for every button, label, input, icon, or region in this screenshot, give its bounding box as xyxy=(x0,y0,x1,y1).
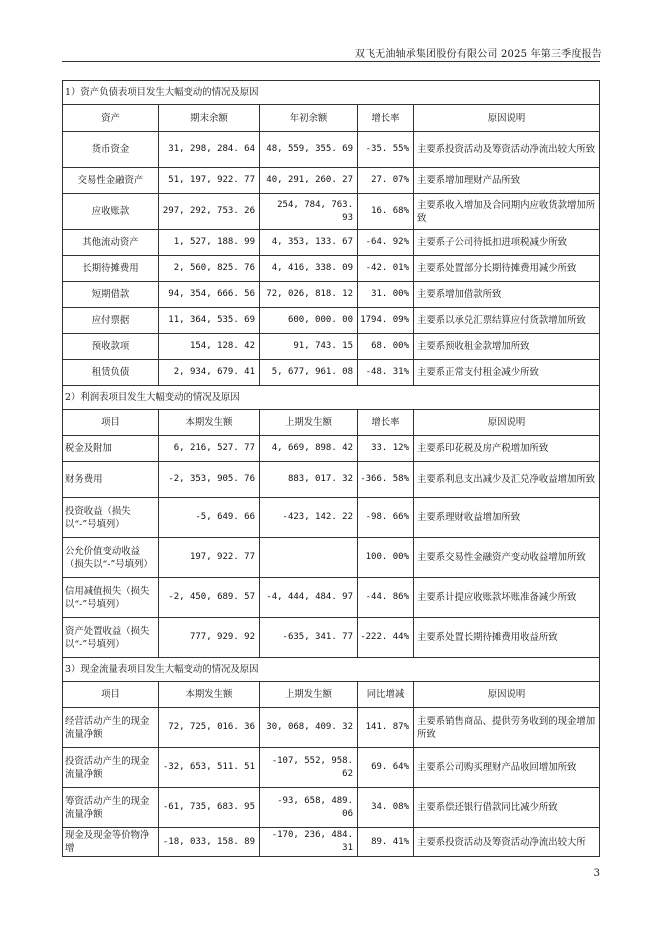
rate-cell: 31. 00% xyxy=(358,282,414,308)
value-cell: -61, 735, 683. 95 xyxy=(159,788,260,828)
rate-cell: 34. 08% xyxy=(358,788,414,828)
value-cell: 4, 416, 338. 09 xyxy=(260,256,358,282)
table-row xyxy=(63,618,600,658)
value-cell: 5, 677, 961. 08 xyxy=(260,360,358,386)
reason-cell: 主要系增加借款所致 xyxy=(414,282,600,308)
value-cell: -635, 341. 77 xyxy=(260,618,358,658)
value-cell xyxy=(260,538,358,578)
value-cell: 883, 017. 32 xyxy=(260,462,358,498)
rate-cell: 141. 87% xyxy=(358,708,414,748)
value-cell: 154, 128. 42 xyxy=(159,334,260,360)
table-row xyxy=(63,230,600,256)
table-row xyxy=(63,436,600,462)
column-header: 期末余额 xyxy=(159,105,260,132)
section-title-row xyxy=(63,81,600,105)
value-cell: 72, 026, 818. 12 xyxy=(260,282,358,308)
item-name-cell: 货币资金 xyxy=(63,132,159,168)
rate-cell: 27. 07% xyxy=(358,168,414,194)
reason-cell: 主要系交易性金融资产变动收益增加所致 xyxy=(414,538,600,578)
section-title-row xyxy=(63,386,600,410)
item-name-cell: 其他流动资产 xyxy=(63,230,159,256)
header-rule xyxy=(62,61,600,62)
value-cell: 51, 197, 922. 77 xyxy=(159,168,260,194)
value-cell: 297, 292, 753. 26 xyxy=(159,194,260,230)
rate-cell: 89. 41% xyxy=(358,828,414,857)
section-title: 3）现金流量表项目发生大幅变动的情况及原因 xyxy=(63,658,600,682)
column-header: 增长率 xyxy=(358,105,414,132)
item-name-cell: 经营活动产生的现金流量净额 xyxy=(63,708,159,748)
reason-cell: 主要系预收租金款增加所致 xyxy=(414,334,600,360)
column-header: 本期发生额 xyxy=(159,410,260,436)
value-cell: -93, 658, 489. 06 xyxy=(260,788,358,828)
reason-cell: 主要系偿还银行借款同比减少所致 xyxy=(414,788,600,828)
value-cell: 40, 291, 260. 27 xyxy=(260,168,358,194)
value-cell: -5, 649. 66 xyxy=(159,498,260,538)
reason-cell: 主要系利息支出减少及汇兑净收益增加所致 xyxy=(414,462,600,498)
column-header: 原因说明 xyxy=(414,410,600,436)
reason-cell: 主要系投资活动及筹资活动净流出较大所 xyxy=(414,828,600,857)
value-cell: -4, 444, 484. 97 xyxy=(260,578,358,618)
section-title: 2）利润表项目发生大幅变动的情况及原因 xyxy=(63,386,600,410)
rate-cell: -42. 01% xyxy=(358,256,414,282)
rate-cell: -48. 31% xyxy=(358,360,414,386)
reason-cell: 主要系处置部分长期待摊费用减少所致 xyxy=(414,256,600,282)
item-name-cell: 财务费用 xyxy=(63,462,159,498)
reason-cell: 主要系增加理财产品所致 xyxy=(414,168,600,194)
reason-cell: 主要系理财收益增加所致 xyxy=(414,498,600,538)
value-cell: 777, 929. 92 xyxy=(159,618,260,658)
rate-cell: -222. 44% xyxy=(358,618,414,658)
table-row xyxy=(63,282,600,308)
item-name-cell: 资产处置收益（损失以“-”号填列） xyxy=(63,618,159,658)
column-header: 资产 xyxy=(63,105,159,132)
reason-cell: 主要系处置长期待摊费用收益所致 xyxy=(414,618,600,658)
table-row xyxy=(63,194,600,230)
reason-cell: 主要系子公司待抵扣进项税减少所致 xyxy=(414,230,600,256)
table-row xyxy=(63,360,600,386)
reason-cell: 主要系印花税及房产税增加所致 xyxy=(414,436,600,462)
column-header-row xyxy=(63,682,600,708)
value-cell: 6, 216, 527. 77 xyxy=(159,436,260,462)
column-header: 上期发生额 xyxy=(260,682,358,708)
section-title-row xyxy=(63,658,600,682)
reason-cell: 主要系公司购买理财产品收回增加所致 xyxy=(414,748,600,788)
rate-cell: -35. 55% xyxy=(358,132,414,168)
reason-cell: 主要系正常支付租金减少所致 xyxy=(414,360,600,386)
value-cell: 1, 527, 188. 99 xyxy=(159,230,260,256)
value-cell: -32, 653, 511. 51 xyxy=(159,748,260,788)
table-row xyxy=(63,132,600,168)
value-cell: 2, 560, 825. 76 xyxy=(159,256,260,282)
item-name-cell: 税金及附加 xyxy=(63,436,159,462)
value-cell: 197, 922. 77 xyxy=(159,538,260,578)
item-name-cell: 投资活动产生的现金流量净额 xyxy=(63,748,159,788)
value-cell: 4, 353, 133. 67 xyxy=(260,230,358,256)
item-name-cell: 筹资活动产生的现金流量净额 xyxy=(63,788,159,828)
table-row xyxy=(63,334,600,360)
column-header: 年初余额 xyxy=(260,105,358,132)
value-cell: 4, 669, 898. 42 xyxy=(260,436,358,462)
reason-cell: 主要系以承兑汇票结算应付货款增加所致 xyxy=(414,308,600,334)
table-row xyxy=(63,828,600,857)
column-header: 原因说明 xyxy=(414,682,600,708)
rate-cell: 1794. 09% xyxy=(358,308,414,334)
value-cell: 11, 364, 535. 69 xyxy=(159,308,260,334)
reason-cell: 主要系计提应收账款坏账准备减少所致 xyxy=(414,578,600,618)
reason-cell: 主要系销售商品、提供劳务收到的现金增加所致 xyxy=(414,708,600,748)
table-row xyxy=(63,168,600,194)
column-header: 项目 xyxy=(63,410,159,436)
item-name-cell: 租赁负债 xyxy=(63,360,159,386)
value-cell: 48, 559, 355. 69 xyxy=(260,132,358,168)
table-row xyxy=(63,308,600,334)
column-header-row xyxy=(63,105,600,132)
table-row xyxy=(63,578,600,618)
value-cell: 600, 000. 00 xyxy=(260,308,358,334)
value-cell: -107, 552, 958. 62 xyxy=(260,748,358,788)
item-name-cell: 投资收益（损失以“-”号填列） xyxy=(63,498,159,538)
value-cell: 30, 068, 409. 32 xyxy=(260,708,358,748)
rate-cell: 33. 12% xyxy=(358,436,414,462)
value-cell: -170, 236, 484. 31 xyxy=(260,828,358,857)
rate-cell: 69. 64% xyxy=(358,748,414,788)
value-cell: -2, 353, 905. 76 xyxy=(159,462,260,498)
item-name-cell: 公允价值变动收益（损失以“-”号填列） xyxy=(63,538,159,578)
table-row xyxy=(63,498,600,538)
rate-cell: -366. 58% xyxy=(358,462,414,498)
column-header-row xyxy=(63,410,600,436)
column-header: 上期发生额 xyxy=(260,410,358,436)
report-header-title: 双飞无油轴承集团股份有限公司 2025 年第三季度报告 xyxy=(354,49,602,60)
value-cell: 31, 298, 284. 64 xyxy=(159,132,260,168)
table-row xyxy=(63,462,600,498)
value-cell: 254, 784, 763. 93 xyxy=(260,194,358,230)
column-header: 本期发生额 xyxy=(159,682,260,708)
column-header: 原因说明 xyxy=(414,105,600,132)
value-cell: -423, 142. 22 xyxy=(260,498,358,538)
column-header: 增长率 xyxy=(358,410,414,436)
item-name-cell: 应付票据 xyxy=(63,308,159,334)
item-name-cell: 应收账款 xyxy=(63,194,159,230)
rate-cell: -64. 92% xyxy=(358,230,414,256)
table-row xyxy=(63,788,600,828)
rate-cell: -44. 86% xyxy=(358,578,414,618)
financial-change-table xyxy=(62,80,600,857)
item-name-cell: 预收款项 xyxy=(63,334,159,360)
table-row xyxy=(63,256,600,282)
item-name-cell: 短期借款 xyxy=(63,282,159,308)
value-cell: 94, 354, 666. 56 xyxy=(159,282,260,308)
table-row xyxy=(63,538,600,578)
value-cell: -2, 450, 689. 57 xyxy=(159,578,260,618)
table-row xyxy=(63,708,600,748)
value-cell: 72, 725, 016. 36 xyxy=(159,708,260,748)
value-cell: 91, 743. 15 xyxy=(260,334,358,360)
column-header: 同比增减 xyxy=(358,682,414,708)
rate-cell: -98. 66% xyxy=(358,498,414,538)
page-number: 3 xyxy=(593,868,600,879)
value-cell: 2, 934, 679. 41 xyxy=(159,360,260,386)
item-name-cell: 长期待摊费用 xyxy=(63,256,159,282)
item-name-cell: 交易性金融资产 xyxy=(63,168,159,194)
reason-cell: 主要系收入增加及合同期内应收货款增加所致 xyxy=(414,194,600,230)
rate-cell: 68. 00% xyxy=(358,334,414,360)
section-title: 1）资产负债表项目发生大幅变动的情况及原因 xyxy=(63,81,600,105)
rate-cell: 16. 68% xyxy=(358,194,414,230)
reason-cell: 主要系投资活动及筹资活动净流出较大所致 xyxy=(414,132,600,168)
item-name-cell: 信用减值损失（损失以“-”号填列） xyxy=(63,578,159,618)
rate-cell: 100. 00% xyxy=(358,538,414,578)
column-header: 项目 xyxy=(63,682,159,708)
value-cell: -18, 033, 158. 89 xyxy=(159,828,260,857)
table-row xyxy=(63,748,600,788)
item-name-cell: 现金及现金等价物净增 xyxy=(63,828,159,857)
